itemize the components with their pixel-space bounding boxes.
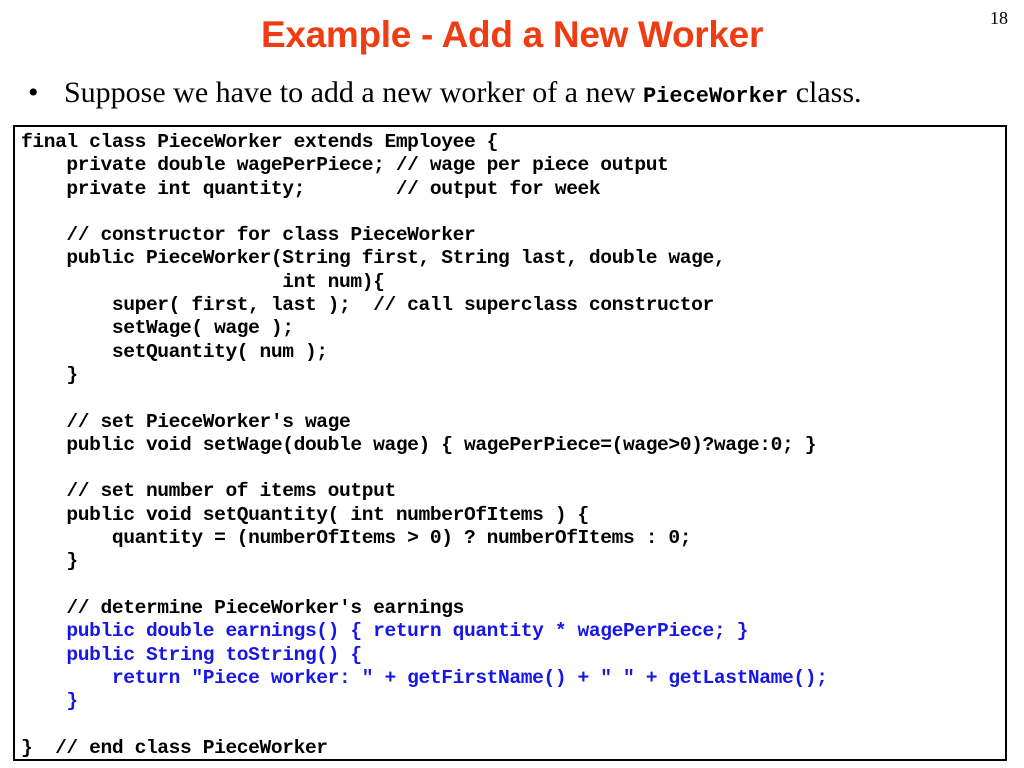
code-line: super( first, last ); // call superclass constructor <box>21 294 714 317</box>
code-line <box>21 387 827 410</box>
code-line: setQuantity( num ); <box>21 340 328 363</box>
code-line: return "Piece worker: " + getFirstName() + " " + getLastName(); <box>21 666 828 689</box>
code-line <box>21 574 827 597</box>
code-line: private int quantity; // output for week <box>21 177 601 200</box>
code-line: // set number of items output <box>21 480 396 503</box>
bullet-symbol: • <box>28 76 39 109</box>
code-line: } // end class PieceWorker <box>21 736 328 759</box>
code-line <box>21 713 827 736</box>
code-line: // constructor for class PieceWorker <box>21 224 476 247</box>
page-number: 18 <box>990 8 1008 28</box>
code-line: } <box>21 690 78 713</box>
code-line: // determine PieceWorker's earnings <box>21 596 464 619</box>
code-line: int num){ <box>21 270 385 293</box>
code-line: quantity = (numberOfItems > 0) ? numberOfItems : 0; <box>21 527 692 550</box>
code-listing <box>21 131 827 760</box>
code-line: } <box>21 550 78 573</box>
code-listing-box <box>13 125 1007 761</box>
code-line: } <box>21 363 78 386</box>
code-line: final class PieceWorker extends Employee { <box>21 131 499 153</box>
code-line: // set PieceWorker's wage <box>21 410 351 433</box>
code-line: public double earnings() { return quantity * wagePerPiece; } <box>21 620 748 643</box>
code-line: private double wagePerPiece; // wage per piece output <box>21 154 669 177</box>
bullet-text-after: class. <box>788 76 862 109</box>
code-line: public void setWage(double wage) { wagePerPiece=(wage>0)?wage:0; } <box>21 433 817 456</box>
code-line: public String toString() { <box>21 643 362 666</box>
bullet-item <box>28 73 862 117</box>
code-line: setWage( wage ); <box>21 317 294 340</box>
code-line: public PieceWorker(String first, String last, double wage, <box>21 247 726 270</box>
bullet-inline-code: PieceWorker <box>642 84 789 109</box>
code-line: public void setQuantity( int numberOfItems ) { <box>21 503 589 526</box>
code-line <box>21 201 827 224</box>
bullet-text-before: Suppose we have to add a new worker of a new <box>64 76 643 109</box>
code-line <box>21 457 827 480</box>
slide-title: Example - Add a New Worker <box>260 14 764 55</box>
